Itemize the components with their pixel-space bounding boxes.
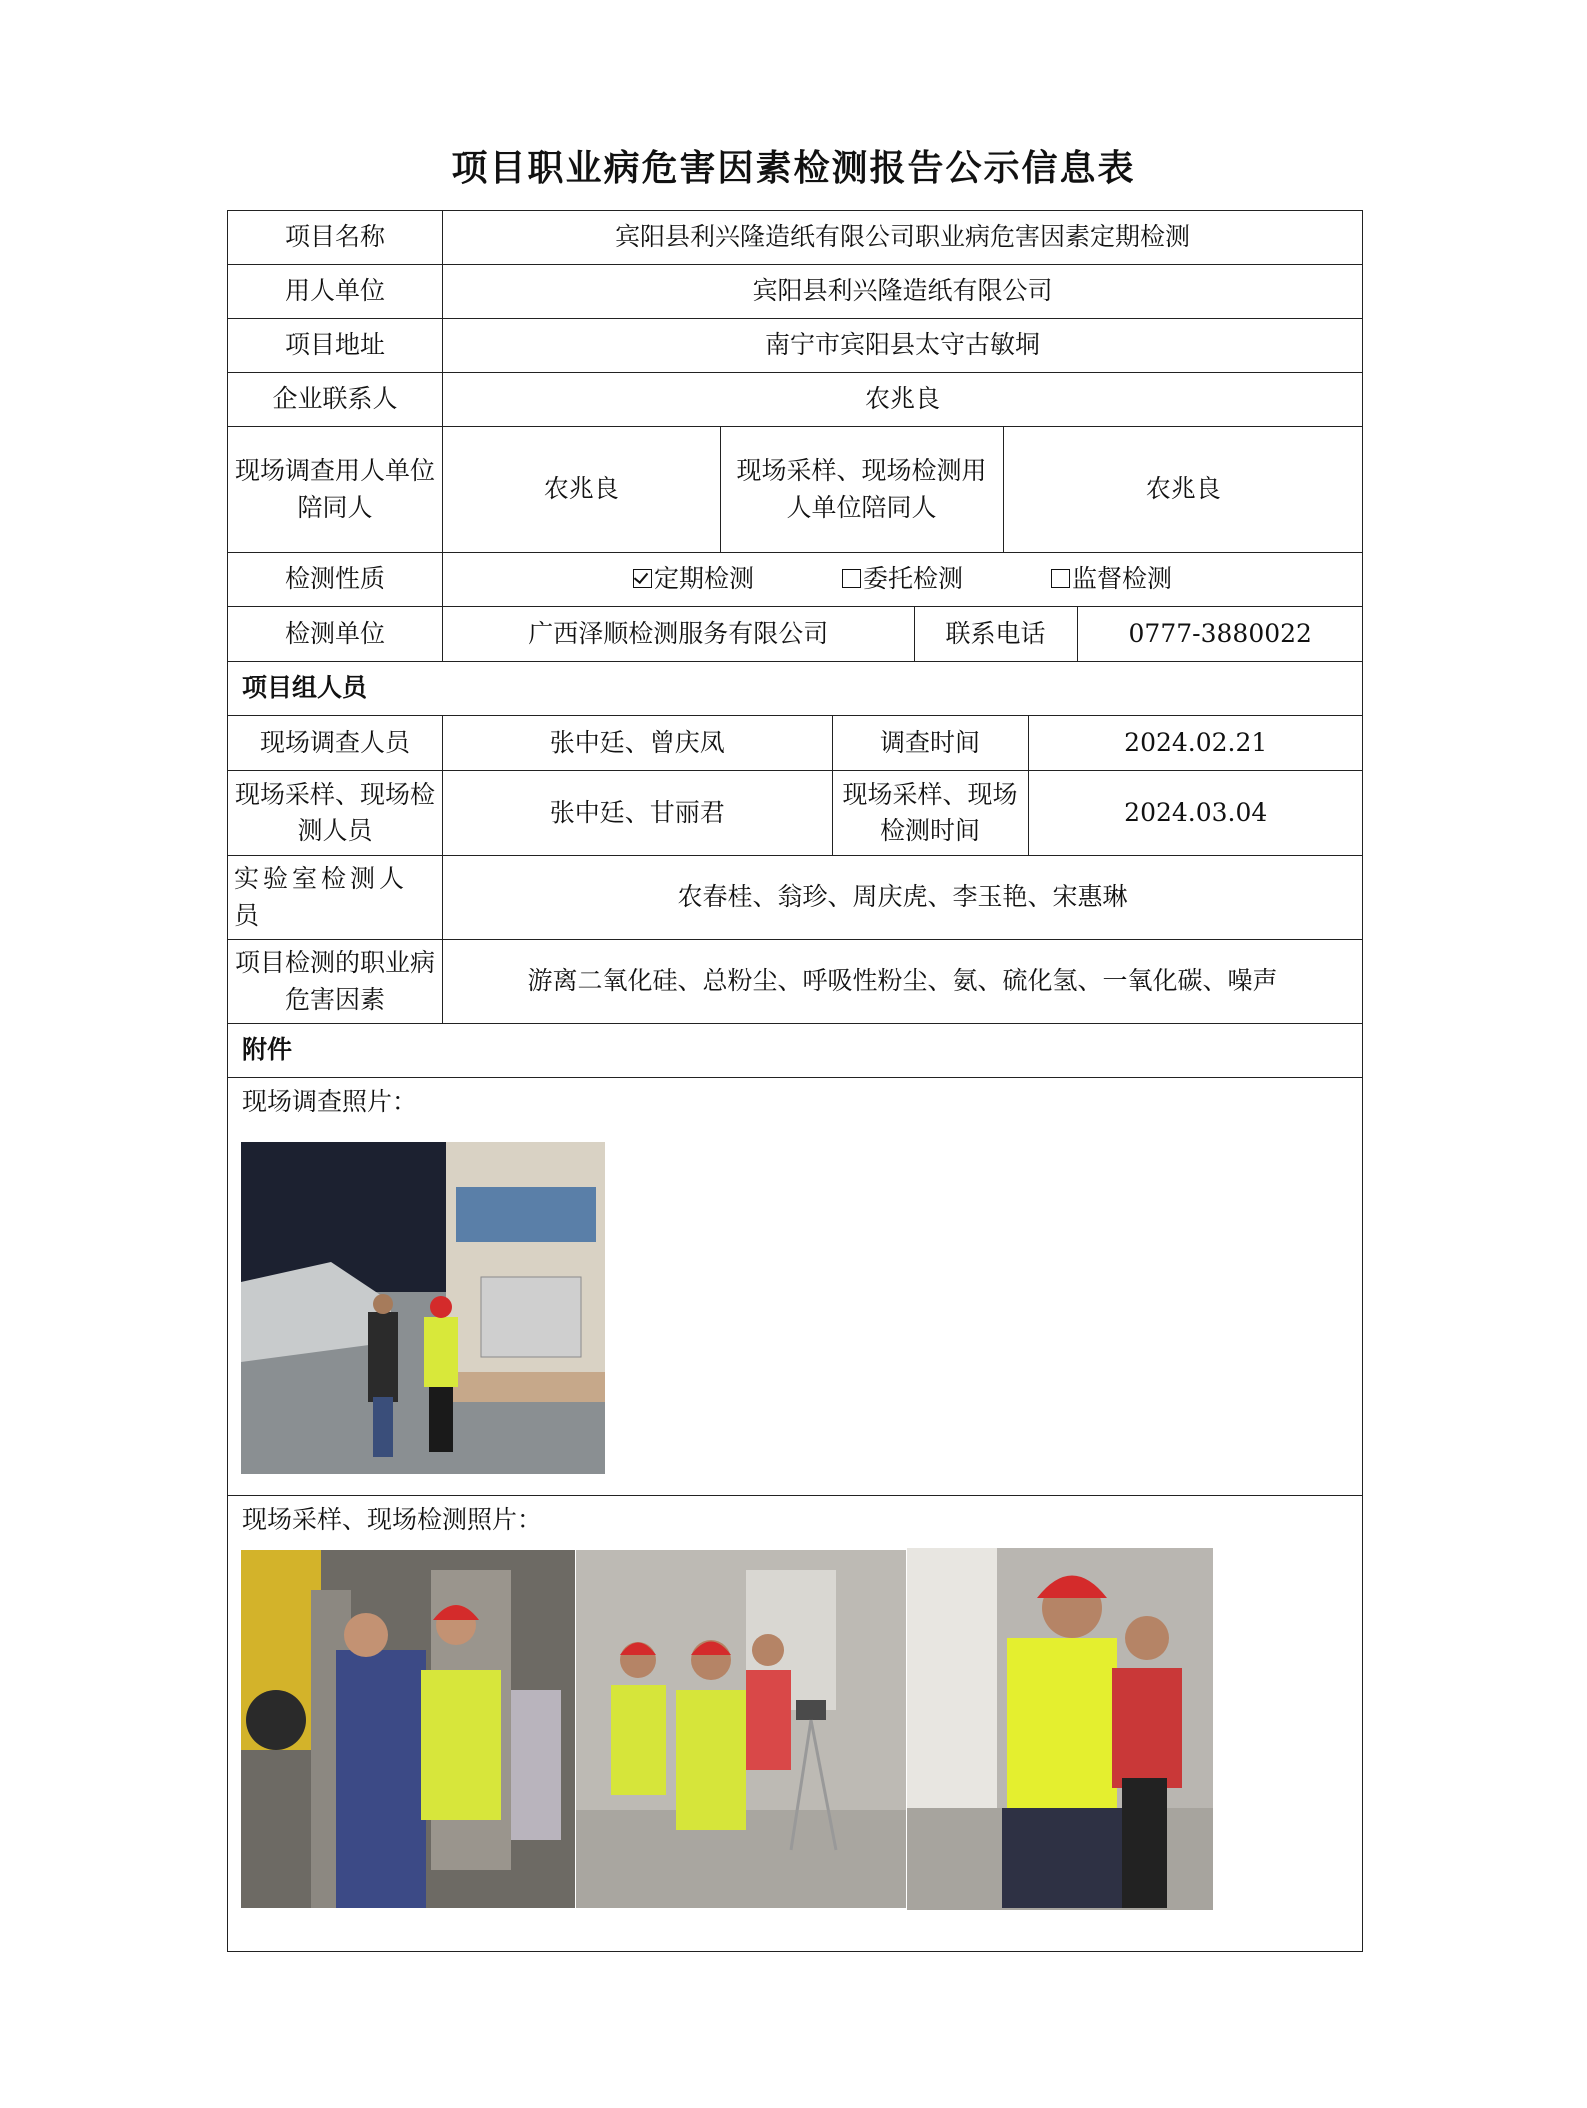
survey-photo [241, 1142, 605, 1474]
unit-value: 广西泽顺检测服务有限公司 [528, 618, 829, 648]
factors-value: 游离二氧化硅、总粉尘、呼吸性粉尘、氨、硫化氢、一氧化碳、噪声 [443, 940, 1363, 1024]
sampling-time-label: 现场采样、现场检测时间 [832, 771, 1028, 855]
team-heading: 项目组人员 [228, 662, 1363, 716]
row-project-name [228, 211, 1363, 265]
nature-label: 检测性质 [228, 553, 443, 607]
checkbox-icon[interactable] [842, 569, 861, 588]
phone-label: 联系电话 [914, 607, 1077, 661]
sampling-accompany-value: 农兆良 [1003, 427, 1363, 552]
row-factors [228, 940, 1363, 1024]
contact-value: 农兆良 [443, 373, 1363, 427]
lab-staff-value: 农春桂、翁珍、周庆虎、李玉艳、宋惠琳 [443, 856, 1363, 940]
survey-time-value: 2024.02.21 [1028, 716, 1363, 770]
address-label: 项目地址 [228, 319, 443, 373]
sampling-photo-2 [576, 1550, 906, 1908]
attachments-heading: 附件 [228, 1024, 1363, 1078]
survey-time-label: 调查时间 [832, 716, 1028, 770]
row-nature [228, 553, 1363, 607]
nature-option-supervision[interactable]: 监督检测 [1051, 561, 1172, 597]
nature-options [443, 553, 1363, 607]
nature-option-periodic[interactable]: 定期检测 [633, 561, 754, 597]
factors-label: 项目检测的职业病危害因素 [228, 940, 443, 1024]
survey-staff-label: 现场调查人员 [228, 716, 443, 771]
survey-accompany-value: 农兆良 [543, 474, 619, 504]
nature-option-entrusted[interactable]: 委托检测 [842, 561, 963, 597]
employer-value: 宾阳县利兴隆造纸有限公司 [443, 265, 1363, 319]
row-survey-photos [228, 1078, 1363, 1496]
sampling-photo-2-image [576, 1550, 906, 1908]
row-survey-staff [228, 716, 1363, 771]
info-table [227, 210, 1363, 1952]
page-title: 项目职业病危害因素检测报告公示信息表 [451, 147, 1136, 189]
row-sampling-photos [228, 1496, 1363, 1952]
row-team-heading [228, 662, 1363, 716]
row-attachments-heading [228, 1024, 1363, 1078]
sampling-accompany-label: 现场采样、现场检测用人单位陪同人 [720, 427, 1003, 552]
employer-label: 用人单位 [228, 265, 443, 319]
row-address [228, 319, 1363, 373]
survey-photos-cell [228, 1078, 1363, 1496]
sampling-time-value: 2024.03.04 [1028, 771, 1363, 855]
sampling-photos-label: 现场采样、现场检测照片： [242, 1505, 543, 1534]
unit-label: 检测单位 [228, 607, 443, 662]
sampling-photo-3 [907, 1548, 1213, 1910]
contact-label: 企业联系人 [228, 373, 443, 427]
sampling-photos-cell [228, 1496, 1363, 1952]
checkbox-checked-icon[interactable] [633, 569, 652, 588]
lab-staff-label: 实验室检测人员 [228, 856, 443, 940]
sampling-photo-1-image [241, 1550, 575, 1908]
survey-photos-label: 现场调查照片： [242, 1087, 418, 1116]
survey-staff-value: 张中廷、曾庆凤 [549, 727, 725, 757]
row-sampling-staff [228, 771, 1363, 856]
row-employer [228, 265, 1363, 319]
checkbox-icon[interactable] [1051, 569, 1070, 588]
project-name-label: 项目名称 [228, 211, 443, 265]
survey-photo-image [241, 1142, 605, 1474]
row-unit [228, 607, 1363, 662]
survey-accompany-label: 现场调查用人单位陪同人 [228, 427, 443, 553]
address-value: 南宁市宾阳县太守古敏垌 [443, 319, 1363, 373]
sampling-photo-3-image [907, 1548, 1213, 1910]
sampling-photo-1 [241, 1550, 575, 1908]
row-lab-staff [228, 856, 1363, 940]
row-accompany [228, 427, 1363, 553]
project-name-value: 宾阳县利兴隆造纸有限公司职业病危害因素定期检测 [443, 211, 1363, 265]
sampling-staff-label: 现场采样、现场检测人员 [228, 771, 443, 856]
sampling-staff-value: 张中廷、甘丽君 [549, 797, 725, 827]
phone-value: 0777-3880022 [1077, 607, 1363, 661]
row-contact [228, 373, 1363, 427]
